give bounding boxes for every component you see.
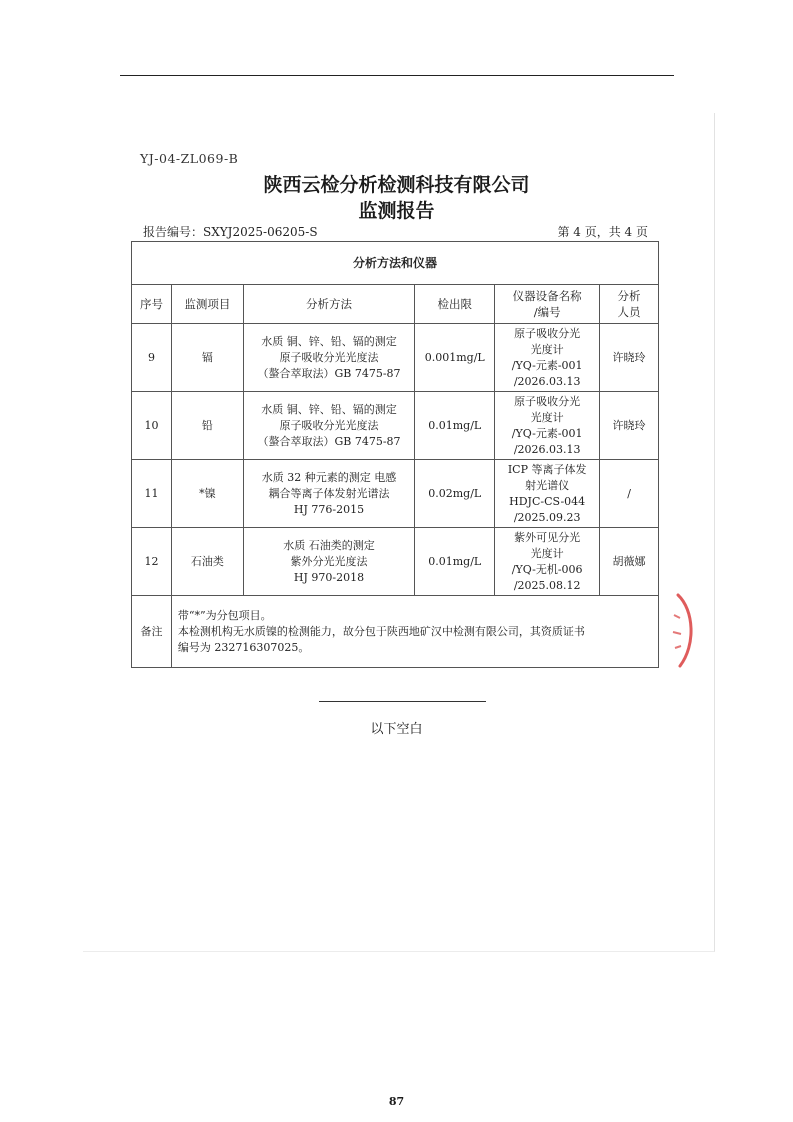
form-code: YJ-04-ZL069-B: [140, 151, 239, 166]
cell-method: [243, 324, 415, 392]
method-line: 水质 32 种元素的测定 电感: [261, 470, 397, 484]
instrument-line: 紫外可见分光: [514, 530, 581, 544]
instrument-line: ICP 等离子体发: [507, 462, 587, 476]
company-name: 陕西云检分析检测科技有限公司: [263, 174, 530, 196]
blank-divider: [319, 701, 486, 702]
method-line: HJ 970-2018: [293, 570, 365, 584]
cell-seq: 11: [132, 460, 172, 528]
instrument-line: 原子吸收分光: [514, 394, 581, 408]
cell-limit: 0.01mg/L: [415, 528, 495, 596]
method-line: 原子吸收分光光度法: [279, 350, 379, 364]
cell-instrument: [495, 460, 600, 528]
header-item: 监测项目: [171, 285, 243, 324]
table-header-row: [132, 285, 659, 324]
method-line: 水质 石油类的测定: [283, 538, 375, 552]
instrument-line: /YQ-无机-006: [511, 562, 583, 576]
cell-seq: 10: [132, 392, 172, 460]
cell-method: [243, 528, 415, 596]
header-rule: [120, 75, 674, 76]
header-limit: 检出限: [415, 285, 495, 324]
note-line: 带“*”为分包项目。: [177, 608, 272, 622]
instrument-line: /2026.03.13: [513, 374, 581, 388]
instrument-line: /YQ-元素-001: [511, 358, 583, 372]
cell-item: 铅: [171, 392, 243, 460]
cell-instrument: [495, 392, 600, 460]
cell-limit: 0.02mg/L: [415, 460, 495, 528]
method-line: 原子吸收分光光度法: [279, 418, 379, 432]
report-number: 报告编号：SXYJ2025-06205-S: [143, 225, 318, 239]
cell-limit: 0.01mg/L: [415, 392, 495, 460]
notes-row: [132, 596, 659, 668]
header-analyst-line: 分析: [617, 289, 641, 303]
table-row: [132, 392, 659, 460]
cell-method: [243, 460, 415, 528]
header-analyst-line: 人员: [617, 305, 641, 319]
cell-item: 石油类: [171, 528, 243, 596]
notes-label: 备注: [132, 596, 172, 668]
table-row: [132, 324, 659, 392]
cell-instrument: [495, 324, 600, 392]
method-line: 水质 铜、锌、铅、镉的测定: [261, 334, 397, 348]
header-instrument-line: 仪器设备名称: [512, 289, 582, 303]
page-number: 87: [388, 1095, 405, 1108]
table-row: [132, 460, 659, 528]
instrument-line: /YQ-元素-001: [511, 426, 583, 440]
method-line: 耦合等离子体发射光谱法: [268, 486, 390, 500]
table-caption: 分析方法和仪器: [132, 242, 659, 285]
header-instrument-line: /编号: [533, 305, 561, 319]
blank-below-note: 以下空白: [370, 722, 423, 737]
instrument-line: 原子吸收分光: [514, 326, 581, 340]
header-method: 分析方法: [243, 285, 415, 324]
cell-seq: 12: [132, 528, 172, 596]
note-line: 编号为 232716307025。: [177, 640, 310, 654]
instrument-line: HDJC-CS-044: [509, 494, 586, 508]
instrument-line: 光度计: [530, 342, 564, 356]
cell-item: *镍: [171, 460, 243, 528]
header-seq: 序号: [132, 285, 172, 324]
header-instrument: [495, 285, 600, 324]
cell-analyst: 许晓玲: [600, 324, 659, 392]
cell-instrument: [495, 528, 600, 596]
cell-limit: 0.001mg/L: [415, 324, 495, 392]
cell-method: [243, 392, 415, 460]
instrument-line: /2026.03.13: [513, 442, 581, 456]
cell-seq: 9: [132, 324, 172, 392]
note-line: 本检测机构无水质镍的检测能力，故分包于陕西地矿汉中检测有限公司，其资质证书: [177, 624, 585, 638]
document-title: 监测报告: [358, 200, 435, 222]
table-row: [132, 528, 659, 596]
cell-analyst: /: [600, 460, 659, 528]
notes-content: [171, 596, 658, 668]
method-line: （螯合萃取法）GB 7475-87: [257, 434, 401, 448]
cell-analyst: 许晓玲: [600, 392, 659, 460]
instrument-line: /2025.08.12: [513, 578, 581, 592]
seal-stamp-fragment: [668, 590, 698, 670]
method-line: （螯合萃取法）GB 7475-87: [257, 366, 401, 380]
instrument-line: 光度计: [530, 410, 564, 424]
cell-item: 镉: [171, 324, 243, 392]
header-analyst: [600, 285, 659, 324]
instrument-line: 射光谱仪: [525, 478, 570, 492]
method-line: 水质 铜、锌、铅、镉的测定: [261, 402, 397, 416]
page-info: 第 4 页，共 4 页: [557, 225, 648, 239]
instrument-line: 光度计: [530, 546, 564, 560]
method-line: 紫外分光光度法: [290, 554, 368, 568]
report-meta: [143, 223, 648, 240]
cell-analyst: 胡薇娜: [600, 528, 659, 596]
instrument-line: /2025.09.23: [513, 510, 581, 524]
method-line: HJ 776-2015: [293, 502, 365, 516]
methods-table: [131, 241, 659, 668]
